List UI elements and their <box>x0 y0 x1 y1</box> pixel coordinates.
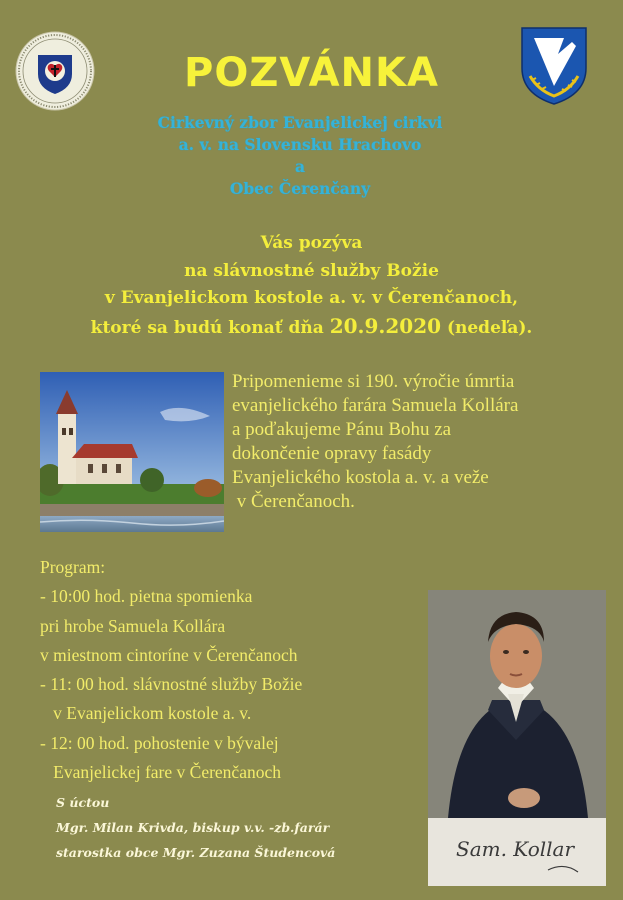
memorial-line: Pripomenieme si 190. výročie úmrtia <box>232 371 515 392</box>
program-item: - 10:00 hod. pietna spomienka <box>40 586 253 607</box>
organizers <box>0 112 600 200</box>
invitation-date-line: ktoré sa budú konať dňa 20.9.2020 (nedeľa). <box>90 313 533 338</box>
memorial-line: a poďakujeme Pánu Bohu za <box>232 419 452 440</box>
organizer-line: Cirkevný zbor Evanjelickej cirkvi <box>157 113 443 132</box>
memorial-line: Evanjelického kostola a. v. a veže <box>232 467 489 488</box>
signature-line: starostka obce Mgr. Zuzana Študencová <box>56 845 336 860</box>
invitation-line: v Evanjelickom kostole a. v. v Čerenčanoch, <box>104 288 519 308</box>
invitation-text <box>0 230 623 342</box>
church-photo <box>40 372 224 532</box>
program-list <box>40 553 420 787</box>
invitation-line: Vás pozýva <box>260 233 363 253</box>
program-item: v Evanjelickom kostole a. v. <box>40 703 252 724</box>
signature-line: Mgr. Milan Krivda, biskup v.v. -zb.farár <box>56 820 330 835</box>
memorial-line: v Čerenčanoch. <box>232 491 355 512</box>
memorial-line: evanjelického farára Samuela Kollára <box>232 395 519 416</box>
program-item: - 12: 00 hod. pohostenie v bývalej <box>40 732 279 753</box>
portrait-samuel-kollar <box>428 590 606 886</box>
memorial-text <box>232 370 602 514</box>
memorial-line: dokončenie opravy fasády <box>232 443 432 464</box>
program-heading: Program: <box>40 557 106 577</box>
invitation-line: na slávnostné služby Božie <box>184 260 439 281</box>
event-date: 20.9.2020 <box>329 313 442 338</box>
program-item: v miestnom cintoríne v Čerenčanoch <box>40 644 298 665</box>
organizer-line: Obec Čerenčany <box>229 179 371 198</box>
program-item: pri hrobe Samuela Kollára <box>40 615 226 636</box>
signature-greeting: S úctou <box>56 795 110 810</box>
portrait-signature-text: Sam. Kollar <box>456 837 575 861</box>
program-item: Evanjelickej fare v Čerenčanoch <box>40 762 281 783</box>
organizer-line: a. v. na Slovensku Hrachovo <box>178 135 422 154</box>
signature-block <box>56 790 416 865</box>
program-item: - 11: 00 hod. slávnostné služby Božie <box>40 674 303 695</box>
organizer-line: a <box>294 157 306 176</box>
page-title: POZVÁNKA <box>184 50 439 96</box>
